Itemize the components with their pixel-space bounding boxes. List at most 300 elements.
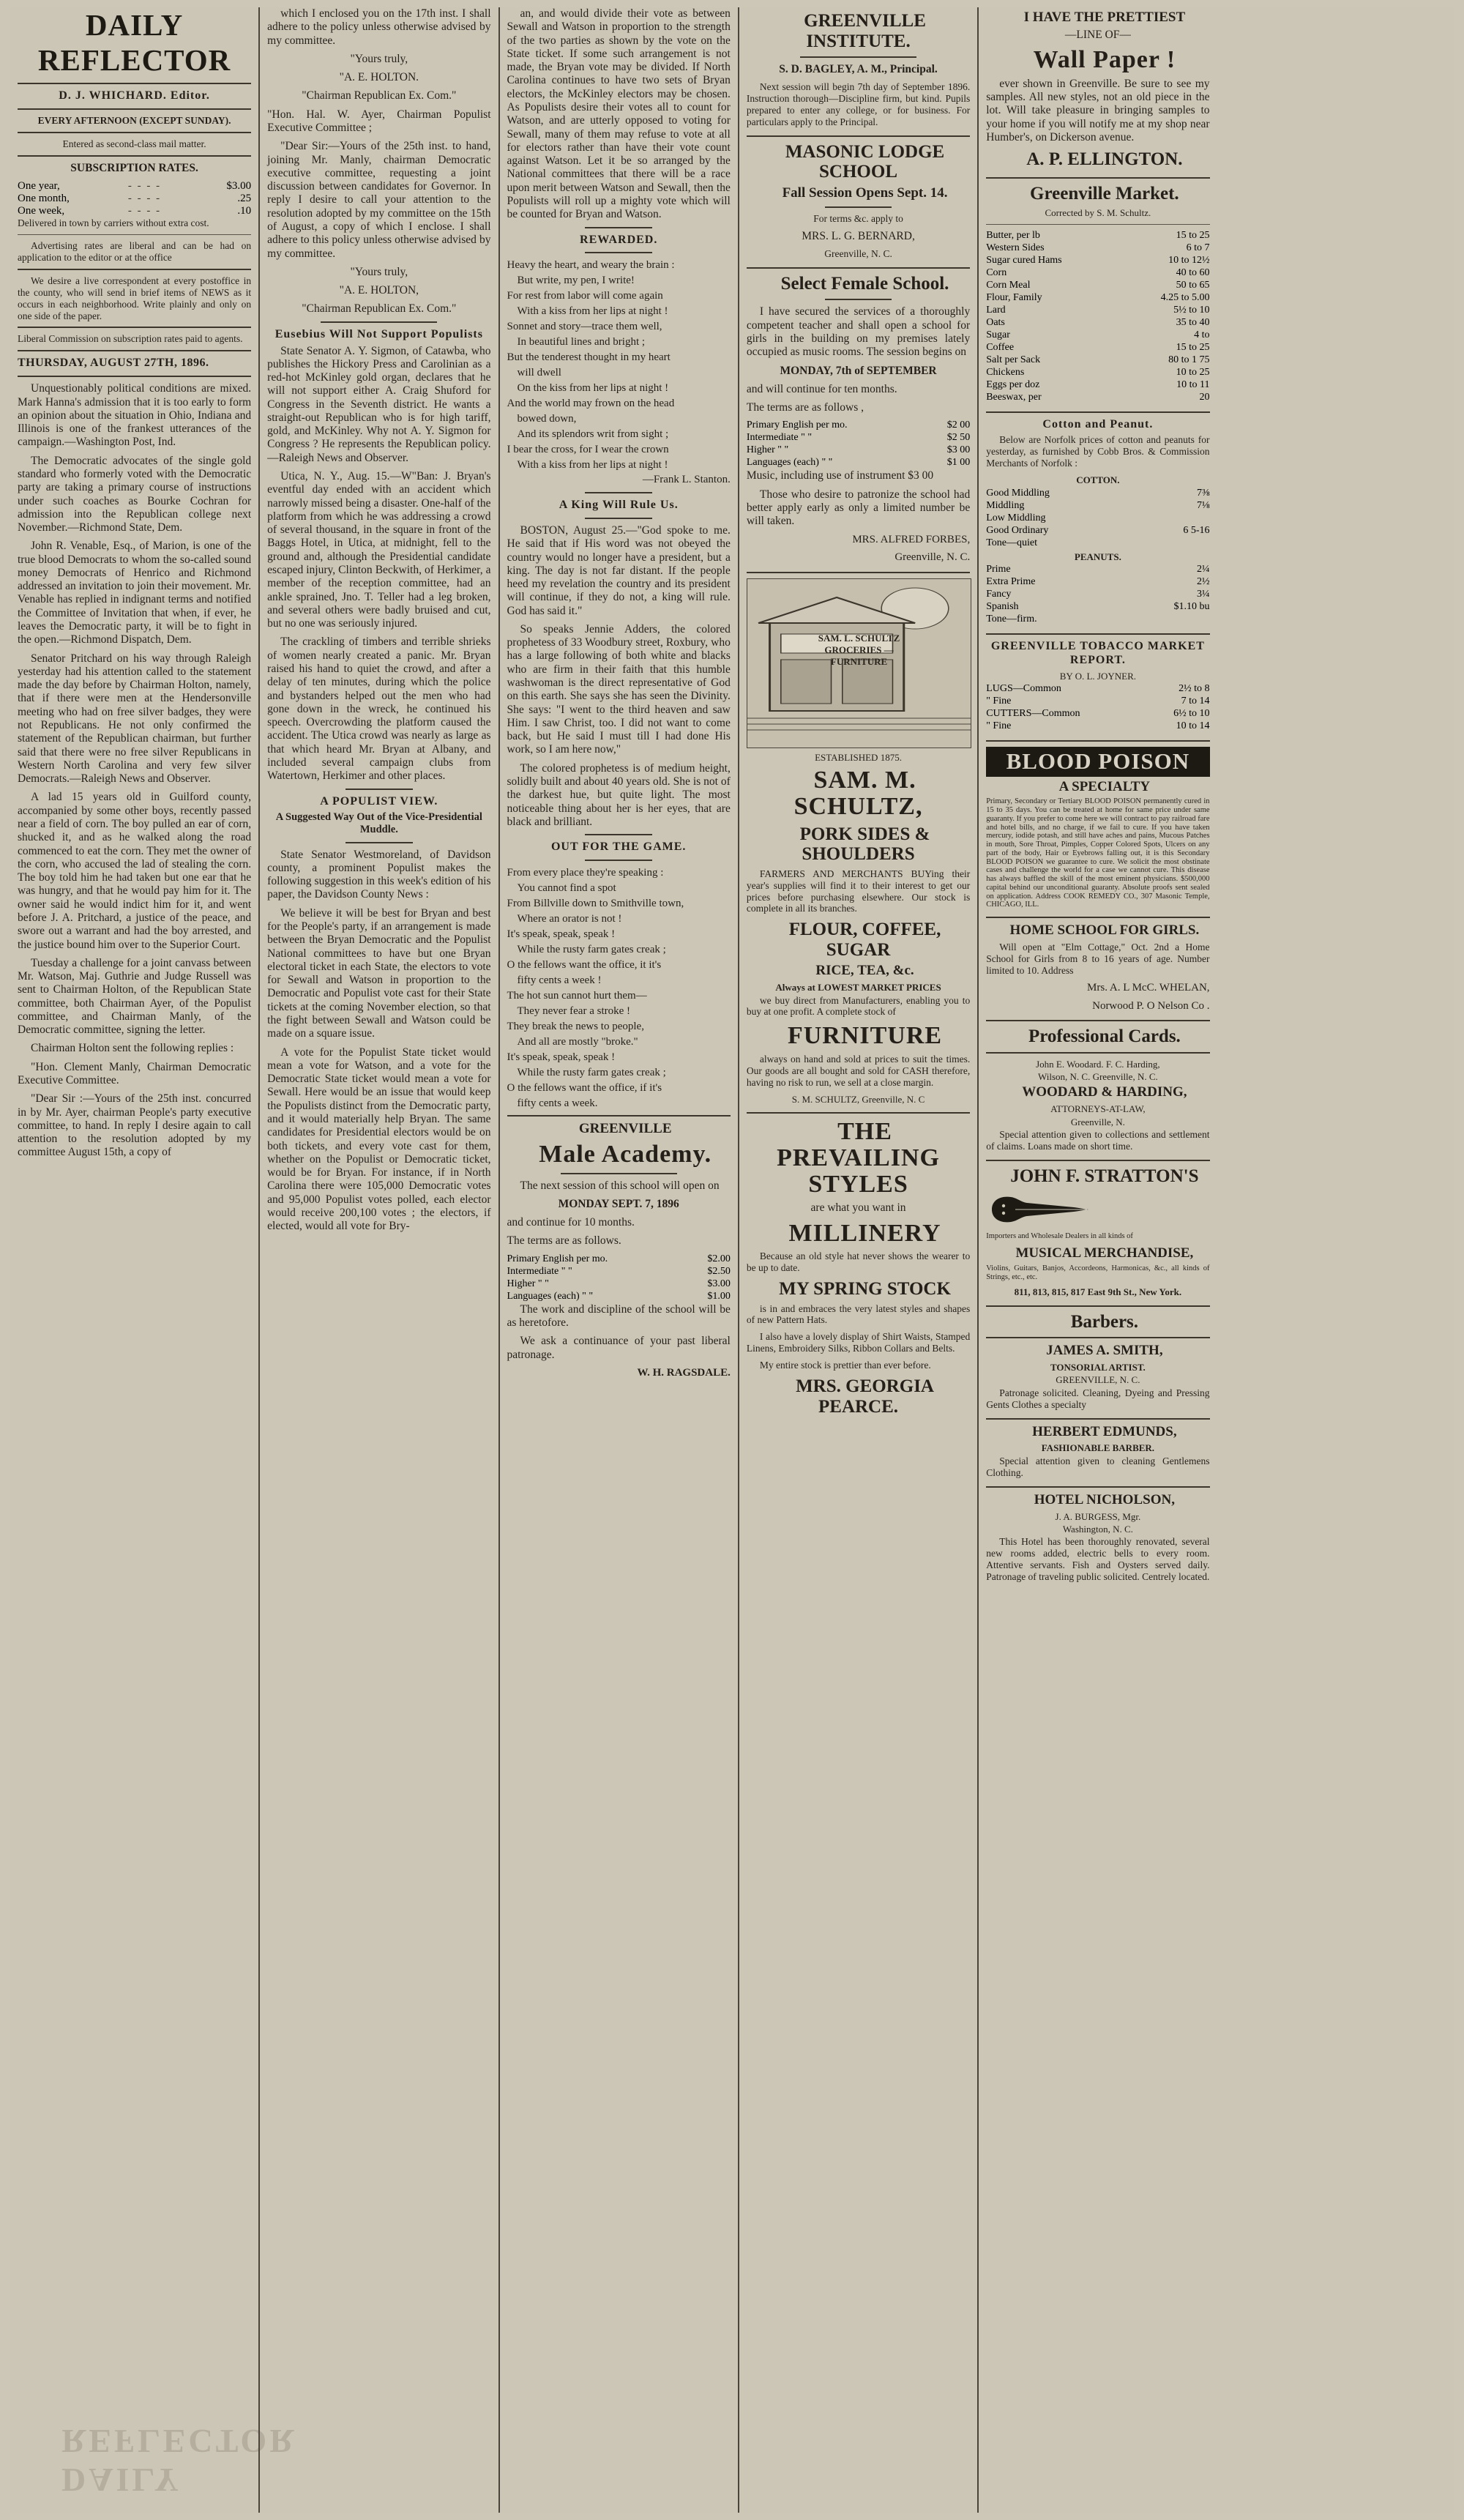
letter-title: "Chairman Republican Ex. Com." xyxy=(302,89,457,102)
ad-goods-list: Violins, Guitars, Banjos, Accordeons, Harmonicas, &c., all kinds of Strings, etc., etc. xyxy=(986,1264,1210,1281)
rate-label: One week, xyxy=(18,205,65,217)
poem-line: And its splendors writ from sight ; xyxy=(517,428,669,441)
cotton-subheading: COTTON. xyxy=(1076,474,1120,486)
section-subheading: A Suggested Way Out of the Vice-Presidential Muddle. xyxy=(275,811,482,836)
poem-line: With a kiss from her lips at night ! xyxy=(517,459,668,471)
table-row xyxy=(986,392,1209,404)
tobacco-grade: LUGS—Common xyxy=(986,682,1061,694)
market-price: 20 xyxy=(1199,391,1210,403)
masthead-editor: D. J. WHICHARD. Editor. xyxy=(59,89,210,102)
poem-line: It's speak, speak, speak ! xyxy=(507,928,616,940)
ad-body: The terms are as follows. xyxy=(507,1234,621,1248)
cotton-price: 7⅛ xyxy=(1197,499,1210,511)
cotton-price xyxy=(1144,512,1210,525)
table-row xyxy=(986,342,1209,354)
cotton-grade: Good Middling xyxy=(986,487,1050,499)
card-james-smith-barber[interactable] xyxy=(986,1343,1209,1410)
ad-place: Norwood P. O Nelson Co . xyxy=(1092,999,1210,1012)
article-paragraph: A vote for the Populist State ticket would mean a vote for Watson, and a vote for the Democratic State ticket would mean a vote for Sewall. Here would be an issue that would keep the Populists distinct from the Democratic party, and it would materially help Bryan. The same candidates for Presidential electors would be on both tickets, and every vote cast for them, whether on the Populist or Democratic ticket, would be for Bryan. For instance, if in North Carolina there were 105,000 Democratic votes and 95,000 Populist votes polled, each elector would receive 200,100 votes ; the electors, if elected, would all vote for Bry- xyxy=(267,1045,491,1233)
market-price: 35 to 40 xyxy=(1176,316,1210,328)
tobacco-price: 6½ to 10 xyxy=(1173,707,1210,719)
letter-close: "Yours truly, xyxy=(350,265,408,278)
card-role: TONSORIAL ARTIST. xyxy=(1050,1362,1146,1373)
ad-signature-pearce: MRS. GEORGIA PEARCE. xyxy=(796,1376,934,1417)
peanut-price: 3¼ xyxy=(1197,588,1210,600)
market-item: Eggs per doz xyxy=(986,379,1040,390)
term-price: $2.00 xyxy=(707,1253,731,1264)
term-label: Intermediate " " xyxy=(507,1265,572,1277)
letter-salutation: "Hon. Hal. W. Ayer, Chairman Populist Executive Committee ; xyxy=(267,108,491,134)
article-paragraph: The crackling of timbers and terrible shrieks of women nearly created a panic. Mr. Bryan raised his hand to quiet the crowd, and after a delay of ten minutes, during which the police and bystanders helped out the men who had gone down in the wreck, he continued his speech. Overcrowding the platform caused the accident. The Utica crowd was nearly as large as that which heard Mr. Bryan at Albany, and included several campaign clubs from Watertown, Herkimer and other places. xyxy=(267,635,491,783)
ad-sam-schultz[interactable] xyxy=(747,578,970,1105)
ad-signature-ellington: A. P. ELLINGTON. xyxy=(1026,149,1183,170)
card-woodard-harding[interactable] xyxy=(986,1059,1209,1152)
peanut-grade: Prime xyxy=(986,563,1011,575)
column-5 xyxy=(977,7,1217,2513)
article-paragraph: Senator Pritchard on his way through Raleigh yesterday had his attention called to the statement made the day before by Chairman Holton, namely, that if there were men at the Hendersonville meeting who had on free silver badges, they were not Republicans. He not only confirmed the statement of the Republican chairman, but further said that there were no free silver Republicans in Western North Carolina and very few silver Democrats.—Raleigh News and Observer. xyxy=(18,652,252,786)
table-row xyxy=(986,488,1209,500)
card-body: Special attention given to collections and settlement of claims. Loans made on short time. xyxy=(986,1128,1210,1152)
ad-established: ESTABLISHED 1875. xyxy=(815,751,902,763)
card-places: Wilson, N. C. Greenville, N. C. xyxy=(1037,1071,1158,1083)
term-price: $1 00 xyxy=(946,457,971,469)
column-container xyxy=(10,7,1454,2513)
delivery-note: Delivered in town by carriers without extra cost. xyxy=(18,217,209,228)
ad-greenville-institute[interactable] xyxy=(747,11,970,128)
ad-title-blood-poison: BLOOD POISON xyxy=(986,747,1209,777)
table-row xyxy=(986,292,1209,305)
table-row xyxy=(986,601,1209,614)
table-row xyxy=(986,564,1209,576)
card-city: Greenville, N. xyxy=(1070,1116,1125,1127)
table-row xyxy=(986,512,1209,525)
masthead-entered: Entered as second-class mail matter. xyxy=(62,138,206,149)
ad-millinery[interactable] xyxy=(747,1119,970,1417)
table-row xyxy=(18,193,251,205)
table-row xyxy=(986,576,1209,589)
market-item: Beeswax, per xyxy=(986,391,1042,403)
market-item: Lard xyxy=(986,304,1006,316)
ad-body: always on hand and sold at prices to suit the times. Our goods are all bought and sold for CASH therefore, having no risk to run, we sell at a close margin. xyxy=(746,1054,971,1088)
peanut-price: $1.10 bu xyxy=(1173,600,1210,612)
ad-hotel-nicholson[interactable] xyxy=(986,1493,1209,1583)
poem-line: fifty cents a week ! xyxy=(517,974,602,986)
market-price: 10 to 11 xyxy=(1176,379,1210,390)
issue-date: THURSDAY, AUGUST 27TH, 1896. xyxy=(18,357,209,370)
rate-price: .10 xyxy=(237,205,252,217)
market-price: 6 to 7 xyxy=(1186,242,1210,253)
table-row xyxy=(986,329,1209,342)
masthead-title: DAILY REFLECTOR xyxy=(37,8,231,77)
ad-session-line: Fall Session Opens Sept. 14. xyxy=(782,184,948,201)
subscription-heading: SUBSCRIPTION RATES. xyxy=(70,161,198,174)
ad-body: Next session will begin 7th day of September 1896. Instruction thorough—Discipline firm, but kind. Pupils prepared to enter any college, or for business. For particulars apply to the Principal. xyxy=(746,81,971,128)
rate-dots: - - - - xyxy=(127,193,162,204)
ad-body: Will open at "Elm Cottage," Oct. 2nd a Home School for Girls from 8 to 16 years of age. Number limited to 10. Address xyxy=(986,942,1210,976)
market-price: 50 to 65 xyxy=(1176,279,1210,291)
peanut-grade: Fancy xyxy=(986,588,1012,600)
article-paragraph: Tuesday a challenge for a joint canvass between Mr. Watson, Maj. Guthrie and Judge Russell was sent to Chairman Holton, of the Republican State committee, both Chairman Ayer, of the Populist committee, and Chairman Manly, of the Democratic committee, signing the letter. xyxy=(18,956,252,1037)
ad-line-spring-stock: MY SPRING STOCK xyxy=(779,1279,951,1300)
article-paragraph: The Democratic advocates of the single gold standard who formerly voted with the Democratic party are taking a primary course of instructions under such coaches as Bourke Cochran for admission into the Republican college next November.—Richmond State, Dem. xyxy=(18,454,252,534)
ad-title-wall-paper: Wall Paper ! xyxy=(1033,46,1176,74)
poem-line: In beautiful lines and bright ; xyxy=(517,336,646,348)
table-row xyxy=(986,317,1209,329)
market-item: Corn Meal xyxy=(986,279,1031,291)
market-item: Corn xyxy=(986,266,1007,278)
ad-stratton-music[interactable] xyxy=(986,1166,1209,1298)
cotton-grade: Middling xyxy=(986,499,1025,511)
term-price: $3.00 xyxy=(707,1278,731,1289)
market-price: 15 to 25 xyxy=(1176,341,1210,353)
cotton-prices-table xyxy=(986,488,1209,550)
section-heading: REWARDED. xyxy=(580,233,658,246)
tobacco-price: 2½ to 8 xyxy=(1179,682,1210,694)
article-paragraph: Chairman Holton sent the following replies : xyxy=(31,1042,234,1055)
market-price: 4 to xyxy=(1194,329,1210,340)
ad-line-prettiest: I HAVE THE PRETTIEST xyxy=(1023,10,1186,25)
ad-signature: MRS. L. G. BERNARD, xyxy=(802,229,915,242)
market-prices-table xyxy=(986,230,1209,404)
tobacco-grade: CUTTERS—Common xyxy=(986,707,1080,719)
table-row xyxy=(986,696,1209,708)
ad-male-academy[interactable] xyxy=(507,1122,731,1380)
peanut-grade: Extra Prime xyxy=(986,575,1036,587)
ad-line-musical-merchandise: MUSICAL MERCHANDISE, xyxy=(1015,1245,1194,1261)
poem-line: O the fellows want the office, it it's xyxy=(507,959,662,971)
cotton-grade: Low Middling xyxy=(986,512,1046,523)
poem-line: They never fear a stroke ! xyxy=(517,1005,631,1017)
poem-line: I bear the cross, for I wear the crown xyxy=(507,444,669,456)
term-label: Languages (each) " " xyxy=(507,1290,594,1302)
ad-select-female-school[interactable] xyxy=(747,274,970,564)
ad-body: I have secured the services of a thoroughly competent teacher and shall open a school for girls in the building on my premises lately occupied as music rooms. The session begins on xyxy=(746,305,971,359)
ad-body: Those who desire to patronize the school had better apply early as only a limited number be will taken. xyxy=(746,488,971,528)
poem-line: While the rusty farm gates creak ; xyxy=(517,944,666,955)
ad-price-note: Always at LOWEST MARKET PRICES xyxy=(775,982,941,994)
tobacco-grade: " Fine xyxy=(986,720,1012,731)
article-paragraph: We believe it will be best for Bryan and best for the People's party, if an arrangement is made between the Bryan Democratic and the Populist National committees to have but one Bryan electoral ticket in each State, the electors to vote for Sewall and Watson in proportion to the Democratic and Populist vote cast for their State tickets at the coming November election, so that the fight between Sewall and Watson could be made on a square issue. xyxy=(267,906,491,1040)
cotton-price: 7⅜ xyxy=(1197,487,1210,499)
peanut-grade: Spanish xyxy=(986,600,1019,612)
peanut-price: 2¼ xyxy=(1197,563,1210,575)
article-paragraph: State Senator Westmoreland, of Davidson county, a prominent Populist makes the following suggestion in this week's edition of his paper, the Davidson County News : xyxy=(267,848,491,901)
poem-line: While the rusty farm gates creak ; xyxy=(517,1067,666,1078)
poem-line: And the world may frown on the head xyxy=(507,398,675,410)
table-row xyxy=(986,255,1209,267)
table-row xyxy=(986,525,1209,537)
ad-body: FARMERS AND MERCHANTS BUYing their year's supplies will find it to their interest to get our prices before purchasing elsewhere. Our stock is complete in all its branches. xyxy=(746,868,971,914)
cotton-peanut-body: Below are Norfolk prices of cotton and peanuts for yesterday, as furnished by Cobb Bros. & Commission Merchants of Norfolk : xyxy=(986,434,1210,469)
ad-place: Greenville, N. C. xyxy=(824,248,892,260)
market-item: Sugar xyxy=(986,329,1010,340)
greenville-market-table-block xyxy=(986,184,1209,404)
table-row xyxy=(986,367,1209,379)
poem-line: Sonnet and story—trace them well, xyxy=(507,321,662,333)
term-price: $2 00 xyxy=(946,420,971,431)
ad-body: ever shown in Greenville. Be sure to see my samples. All new styles, not an old piece in the lot. Will take pleasure in bringing samples to your home if you will notify me at my shop near Humber's, on Dickerson avenue. xyxy=(986,77,1210,143)
ad-body: Primary, Secondary or Tertiary BLOOD POISON permanently cured in 15 to 35 days. You can be treated at home for same price under same guaranty. If you prefer to come here we will contract to pay railroad fare and hotel bills, and no charge, if we fail to cure. If you have taken mercury, iodide potash, and still have aches and pains, Mucous Patches in mouth, Sore Throat, Pimples, Copper Colored Spots, Ulcers on any part of the body, Hair or Eyebrows falling out, it is this Secondary BLOOD POISON we guarantee to cure. We solicit the most obstinate cases and challenge the world for a case we cannot cure. This disease has always baffled the skill of the most eminent physicians. $500,000 capital behind our unconditional guaranty. Absolute proofs sent sealed on application. Address COOK REMEDY CO., 307 Masonic Temple, CHICAGO, ILL. xyxy=(986,797,1210,909)
term-price: $2 50 xyxy=(946,432,971,444)
ad-signature: W. H. RAGSDALE. xyxy=(637,1366,731,1379)
poem-attribution: —Frank L. Stanton. xyxy=(642,474,731,486)
ad-session-date: MONDAY, 7th of SEPTEMBER xyxy=(780,364,937,377)
card-role: ATTORNEYS-AT-LAW, xyxy=(1050,1103,1146,1115)
ad-line-pork: PORK SIDES & SHOULDERS xyxy=(799,824,930,865)
table-row xyxy=(986,500,1209,512)
advertising-note: Advertising rates are liberal and can be had on application to the editor or at the office xyxy=(18,239,252,263)
ad-specialty-line: A SPECIALTY xyxy=(1058,778,1151,794)
table-row xyxy=(507,1266,731,1278)
ad-title-hotel: HOTEL NICHOLSON, xyxy=(1034,1491,1175,1507)
cotton-peanut-block xyxy=(986,418,1209,626)
ad-line-what-you-want: are what you want in xyxy=(810,1201,906,1215)
poem-line: On the kiss from her lips at night ! xyxy=(517,382,669,395)
card-name: HERBERT EDMUNDS, xyxy=(1032,1423,1177,1439)
table-row xyxy=(986,267,1209,280)
ad-signature: S. M. SCHULTZ, Greenville, N. C xyxy=(791,1093,925,1105)
table-row xyxy=(986,354,1209,367)
ad-title-male-academy: Male Academy. xyxy=(539,1140,712,1168)
ad-signature: MRS. ALFRED FORBES, xyxy=(852,533,971,545)
ad-body: We ask a continuance of your past liberal patronage. xyxy=(507,1335,731,1361)
ad-title-stratton: JOHN F. STRATTON'S xyxy=(1010,1166,1199,1186)
term-label: Primary English per mo. xyxy=(746,420,848,431)
letter-salutation: "Hon. Clement Manly, Chairman Democratic Executive Committee. xyxy=(18,1060,252,1087)
table-row xyxy=(986,230,1209,242)
letter-signature: "A. E. HOLTON. xyxy=(339,71,419,84)
ad-body: is in and embraces the very latest styles and shapes of new Pattern Hats. xyxy=(746,1302,971,1326)
peanut-price: 2½ xyxy=(1197,575,1210,587)
poem-line: From Billville down to Smithville town, xyxy=(507,898,684,909)
table-row xyxy=(747,457,970,469)
market-price: 40 to 60 xyxy=(1176,266,1210,278)
poem-line: Where an orator is not ! xyxy=(517,913,622,925)
ad-body: and continue for 10 months. xyxy=(507,1216,635,1229)
poem-line: Heavy the heart, and weary the brain : xyxy=(507,259,675,272)
term-label: Higher " " xyxy=(746,444,789,456)
ad-title-institute: GREENVILLE INSTITUTE. xyxy=(804,11,926,51)
table-row xyxy=(986,720,1209,733)
market-item: Butter, per lb xyxy=(986,229,1040,241)
cotton-price xyxy=(1144,537,1210,550)
column-3 xyxy=(498,7,738,2513)
section-heading: Eusebius Will Not Support Populists xyxy=(274,327,483,340)
market-price: 15 to 25 xyxy=(1176,229,1210,241)
letter-body: "Dear Sir:—Yours of the 25th inst. to hand, joining Mr. Manly, chairman Democratic executive committee, requesting a joint discussion between candidates for Governor. In reply I desire to call your attention to the resolution adopted by my committee on the 15th of August, a copy of which I enclose. I shall adhere to this policy unless otherwise advised by my committee. xyxy=(267,140,491,260)
article-paragraph: an, and would divide their vote as between Sewall and Watson in proportion to the strength of the two parties as shown by the vote on the State ticket. If some such arrangement is not made, the Bryan vote may be divided. If North Carolina continues to have two sets of Bryan electors, the McKinley electors may be chosen. As Populists desire their votes all to count for Watson, and are utterly opposed to voting for Sewall, many of them may refuse to vote at all for electors rather than have their vote count against Watson. Let it be so arranged by the National committees that there will be a race upon merit between Watson and Sewall, then the Populists will roll up a mighty vote which will be counted for Bryan and Watson. xyxy=(507,7,731,221)
ad-blood-poison[interactable] xyxy=(986,747,1209,909)
market-item: Chickens xyxy=(986,366,1025,378)
rate-dots: - - - - xyxy=(127,180,162,192)
card-firm-name: WOODARD & HARDING, xyxy=(1022,1084,1187,1100)
letter-body: which I enclosed you on the 17th inst. I shall adhere to the policy unless otherwise advised by my committee. xyxy=(267,7,491,47)
ad-body: My entire stock is prettier than ever before. xyxy=(759,1360,931,1371)
ad-body: The work and discipline of the school will be as heretofore. xyxy=(507,1302,731,1329)
card-place: GREENVILLE, N. C. xyxy=(1056,1374,1140,1386)
poem-line: But write, my pen, I write! xyxy=(517,275,635,287)
ad-line-greenville: GREENVILLE xyxy=(578,1121,672,1136)
table-row xyxy=(747,432,970,444)
peanut-price xyxy=(1117,614,1209,626)
rate-price: $3.00 xyxy=(226,180,252,192)
market-item: Salt per Sack xyxy=(986,354,1041,365)
card-herbert-edmunds-barber[interactable] xyxy=(986,1425,1209,1479)
rate-label: One year, xyxy=(18,180,60,192)
commission-note: Liberal Commission on subscription rates paid to agents. xyxy=(18,333,243,345)
column-2 xyxy=(258,7,498,2513)
table-row xyxy=(747,444,970,457)
ad-title-schultz: SAM. M. SCHULTZ, xyxy=(793,767,923,820)
table-row xyxy=(986,537,1209,550)
cotton-peanut-title: Cotton and Peanut. xyxy=(1042,417,1154,430)
poem-line: For rest from labor will come again xyxy=(507,290,663,302)
market-price: 10 to 25 xyxy=(1176,366,1210,378)
ad-session-date: MONDAY SEPT. 7, 1896 xyxy=(558,1197,679,1210)
ad-body: This Hotel has been thoroughly renovated, several new rooms added, electric bells to every room. Attentive servants. Fish and Oysters served daily. Patronage of traveling public solicited. Centrely located. xyxy=(986,1536,1210,1582)
column-4 xyxy=(738,7,977,2513)
card-names: John E. Woodard. F. C. Harding, xyxy=(1036,1058,1160,1070)
ad-address: 811, 813, 815, 817 East 9th St., New York. xyxy=(1014,1286,1182,1298)
table-row xyxy=(18,180,251,193)
ad-line-of: —LINE OF— xyxy=(1064,28,1131,41)
poem-line: fifty cents a week. xyxy=(517,1097,598,1109)
market-price: 80 to 1 75 xyxy=(1168,354,1210,365)
poem-line: bowed down, xyxy=(517,413,577,425)
poem-line: The hot sun cannot hurt them— xyxy=(507,990,647,1002)
store-sign-text: SAM. L. SCHULTZ GROCERIES — FURNITURE xyxy=(818,632,900,667)
ad-body: I also have a lovely display of Shirt Waists, Stamped Linens, Embroidery Silks, Ribbon Collars and Belts. xyxy=(746,1331,971,1354)
market-item: Western Sides xyxy=(986,242,1045,253)
ad-place: Greenville, N. C. xyxy=(895,551,971,564)
article-paragraph: State Senator A. Y. Sigmon, of Catawba, who publishes the Hickory Press and Carolinian as a red-hot McKinley gold organ, declares that he will not support either A. Craig Shuford for Congress in the Seventh district. He wants a straight-out Republican who is for high tariff, gold, and McKinley. Why not A. Y. Sigmon for Congress ? He represents the Republican policy.—Raleigh News and Observer. xyxy=(267,344,491,464)
poem-line: With a kiss from her lips at night ! xyxy=(517,305,668,318)
peanut-subheading: PEANUTS. xyxy=(1074,551,1121,562)
letter-close: "Yours truly, xyxy=(350,52,408,65)
ad-body: The next session of this school will open on xyxy=(520,1179,720,1192)
poem-line: will dwell xyxy=(517,367,561,379)
academy-terms-table xyxy=(507,1253,731,1303)
article-paragraph: Utica, N. Y., Aug. 15.—W"Ban: J. Bryan's eventful day ended with an accident which narrowly missed being a disaster. One-half of the platform from which he was addressing a crowd of several thousand, in the square in front of the Baggs Hotel, in Utica, at midnight, fell to the ground and, although the Presidential candidate escaped injury, Clinton Beckwith, of Herkimer, a member of the reception committee, had an ankle sprained, Jno. T. Teller had a leg broken, and several others were badly bruised and cut, but no one was seriously injured. xyxy=(267,470,491,630)
market-item: Coffee xyxy=(986,341,1015,353)
table-row xyxy=(986,379,1209,392)
term-label: Intermediate " " xyxy=(746,432,813,444)
tobacco-grade: " Fine xyxy=(986,695,1012,707)
card-body: Patronage solicited. Cleaning, Dyeing and Pressing Gents Clothes a specialty xyxy=(986,1387,1210,1410)
tobacco-price: 10 to 14 xyxy=(1176,720,1210,731)
rate-dots: - - - - xyxy=(127,205,162,217)
female-school-terms-table xyxy=(747,420,970,469)
ad-line-rice: RICE, TEA, &c. xyxy=(815,963,914,979)
market-item: Flour, Family xyxy=(986,291,1042,303)
table-row xyxy=(986,305,1209,317)
ad-terms-note: For terms &c. apply to xyxy=(813,212,903,224)
article-paragraph: Unquestionably political conditions are mixed. Mark Hanna's admission that it is too early to form an opinion about the situation in Ohio, Indiana and Illinois is one of the frankest utterances of the campaign.—Washington Post, Ind. xyxy=(18,382,252,449)
card-role: FASHIONABLE BARBER. xyxy=(1041,1442,1155,1454)
store-illustration xyxy=(747,578,971,748)
article-paragraph: A lad 15 years old in Guilford county, accompanied by some other boys, recently passed near a field of corn. The boy pulled an ear of corn, shucked it, and as he walked along the road commenced to eat the corn. They met the owner of the corn, who accused the lad of stealing the corn. The boy told him he had taken but one ear that he was hungry, and that he would pay him for it. The owner said he would indict him for it, and went before J. A. Pritchard, a justice of the peace, and swore out a warrant and had the boy arrested, and the justice bound him over to the Superior Court. xyxy=(18,791,252,951)
poem-line: O the fellows want the office, if it's xyxy=(507,1082,662,1094)
poem-line: And all are mostly "broke." xyxy=(517,1036,638,1048)
section-heading: A King Will Rule Us. xyxy=(559,499,679,512)
ad-title-home-school: HOME SCHOOL FOR GIRLS. xyxy=(1009,922,1200,939)
ad-body: and will continue for ten months. xyxy=(746,382,897,395)
table-row xyxy=(507,1291,731,1303)
ad-body: The terms are as follows , xyxy=(746,401,864,414)
poem-line: They break the news to people, xyxy=(507,1021,644,1032)
ad-subtitle: Importers and Wholesale Dealers in all kinds of xyxy=(986,1232,1133,1241)
ad-body: Because an old style hat never shows the wearer to be up to date. xyxy=(746,1250,971,1274)
violin-icon xyxy=(986,1190,1096,1229)
tobacco-prices-table xyxy=(986,683,1209,733)
section-heading: A POPULIST VIEW. xyxy=(320,794,438,808)
peanut-grade: Tone—firm. xyxy=(986,613,1037,625)
cotton-grade: Tone—quiet xyxy=(986,537,1037,548)
table-row xyxy=(986,280,1209,292)
table-row xyxy=(986,708,1209,720)
article-paragraph: The colored prophetess is of medium height, solidly built and about 40 years old. She is not of the darkest hue, but quite light. The most noticeable thing about her is her eyes, that are black and brilliant. xyxy=(507,761,731,828)
market-price: 4.25 to 5.00 xyxy=(1160,291,1210,303)
market-price: 5½ to 10 xyxy=(1173,304,1210,316)
letter-body: "Dear Sir :—Yours of the 25th inst. concurred in by Mr. Ayer, chairman People's party executive committee, to hand. In reply I desire again to call attention to the resolution adopted by my committee August 15th, a copy of xyxy=(18,1092,252,1159)
market-item: Oats xyxy=(986,316,1005,328)
reverse-bleed-watermark: DAILY REFLECTOR xyxy=(61,2423,297,2499)
barbers-heading: Barbers. xyxy=(1070,1311,1139,1332)
article-paragraph: So speaks Jennie Adders, the colored prophetess of 33 Woodbury street, Roxbury, who has a large following of both white and blacks who are firm in their faith that this humble washwoman is the direct representative of God on this earth. She says she has seen the Divinity. She says: "I went to the third heaven and saw Him. I saw Christ, too. I did not want to come back, but He said I must till I had done His work, so I am here now," xyxy=(507,622,731,756)
violin-illustration xyxy=(986,1190,1209,1229)
rate-label: One month, xyxy=(18,193,70,204)
professional-cards-heading: Professional Cards. xyxy=(1028,1026,1181,1047)
poem-line: But the tenderest thought in my heart xyxy=(507,351,671,364)
ad-masonic-lodge-school[interactable] xyxy=(747,142,970,260)
ad-line-flour: FLOUR, COFFEE, SUGAR xyxy=(788,920,941,960)
poem-line: From every place they're speaking : xyxy=(507,867,664,879)
ad-line-prevailing-styles: THE PREVAILING STYLES xyxy=(777,1118,940,1198)
ad-wall-paper[interactable] xyxy=(986,10,1209,170)
market-item: Sugar cured Hams xyxy=(986,254,1062,266)
table-row xyxy=(18,205,251,217)
ad-music-terms: Music, including use of instrument $3 00 xyxy=(746,469,934,482)
ad-manager: J. A. BURGESS, Mgr. xyxy=(1055,1510,1141,1522)
table-row xyxy=(986,614,1209,626)
table-row xyxy=(986,589,1209,601)
ad-title-masonic: MASONIC LODGE SCHOOL xyxy=(785,141,945,182)
section-heading: OUT FOR THE GAME. xyxy=(550,840,687,854)
market-title: Greenville Market. xyxy=(1030,183,1179,204)
newsprint-sheet xyxy=(10,7,1454,2513)
ad-home-school-for-girls[interactable] xyxy=(986,923,1209,1013)
term-label: Higher " " xyxy=(507,1278,549,1289)
poem-line: You cannot find a spot xyxy=(517,882,616,894)
letter-signature: "A. E. HOLTON, xyxy=(339,284,419,297)
cotton-price: 6 5-16 xyxy=(1183,524,1210,536)
table-row xyxy=(986,242,1209,255)
peanut-prices-table xyxy=(986,564,1209,626)
market-price: 10 to 12½ xyxy=(1168,254,1210,266)
ad-place: Washington, N. C. xyxy=(1062,1523,1133,1535)
table-row xyxy=(747,420,970,432)
article-paragraph: John R. Venable, Esq., of Marion, is one of the true blood Democrats to whom the so-called sound money Democrats of Henrico and Richmond addressed an invitation to join their movement. Mr. Venable has replied in indignant terms and notified the Committee of Invitation that when, if ever, he leaves the Democratic party, it will be to fight in the open.—Richmond Dispatch, Dem. xyxy=(18,540,252,646)
tobacco-price: 7 to 14 xyxy=(1181,695,1210,707)
ad-signature: Mrs. A. L McC. WHELAN, xyxy=(1087,981,1210,994)
ad-principal: S. D. BAGLEY, A. M., Principal. xyxy=(779,63,938,75)
correspondent-notice: We desire a live correspondent at every postoffice in the county, who will send in brief items of NEWS as it occurs in each neighborhood. Write plainly and only on one side of the paper. xyxy=(18,275,252,321)
ad-line-furniture: FURNITURE xyxy=(787,1022,943,1050)
column-1 xyxy=(10,7,297,2513)
tobacco-market-title: GREENVILLE TOBACCO MARKET REPORT. xyxy=(990,639,1205,666)
tobacco-market-block xyxy=(986,640,1209,733)
ad-body: we buy direct from Manufacturers, enabling you to buy at one profit. A complete stock of xyxy=(746,994,971,1018)
